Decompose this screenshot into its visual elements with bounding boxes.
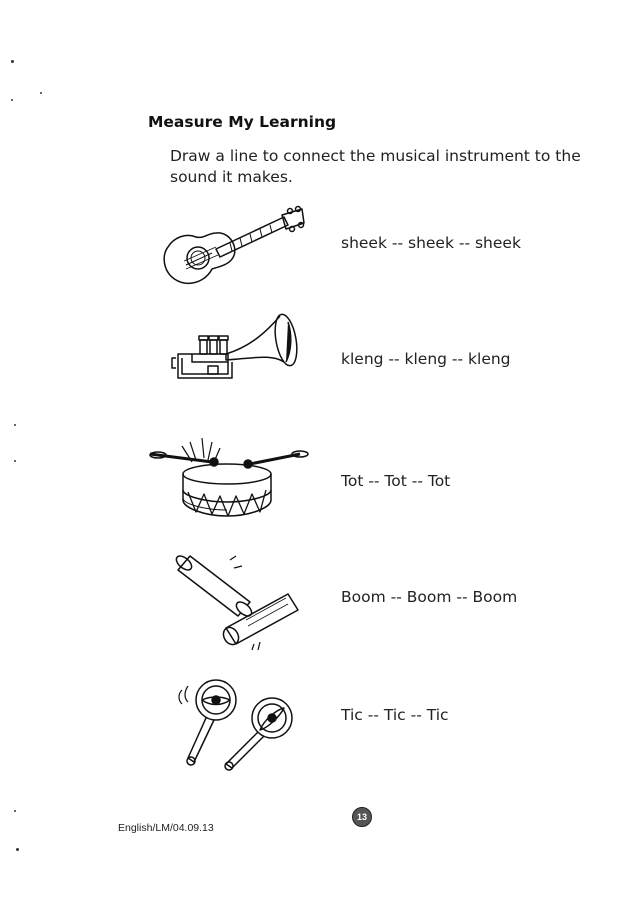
scan-speck [14,460,16,462]
guitar-icon [156,203,306,288]
drum-icon [150,432,310,522]
scan-speck [40,92,42,94]
instruction-text: Draw a line to connect the musical instrument to the sound it makes. [170,147,581,186]
scan-speck [14,810,16,812]
page-number-badge: 13 [352,807,372,827]
sound-option-5: Tic -- Tic -- Tic [341,706,449,724]
sound-option-4: Boom -- Boom -- Boom [341,588,518,606]
rhythm-sticks-icon [170,550,310,660]
scan-speck [14,424,16,426]
sound-option-1: sheek -- sheek -- sheek [341,234,521,252]
trumpet-icon [172,310,307,390]
scan-speck [11,60,14,63]
scan-speck [16,848,19,851]
scan-speck [11,99,13,101]
sound-option-3: Tot -- Tot -- Tot [341,472,451,490]
sound-option-2: kleng -- kleng -- kleng [341,350,511,368]
footer-code: English/LM/04.09.13 [118,822,214,834]
maracas-icon [176,676,306,776]
section-heading: Measure My Learning [148,113,337,131]
